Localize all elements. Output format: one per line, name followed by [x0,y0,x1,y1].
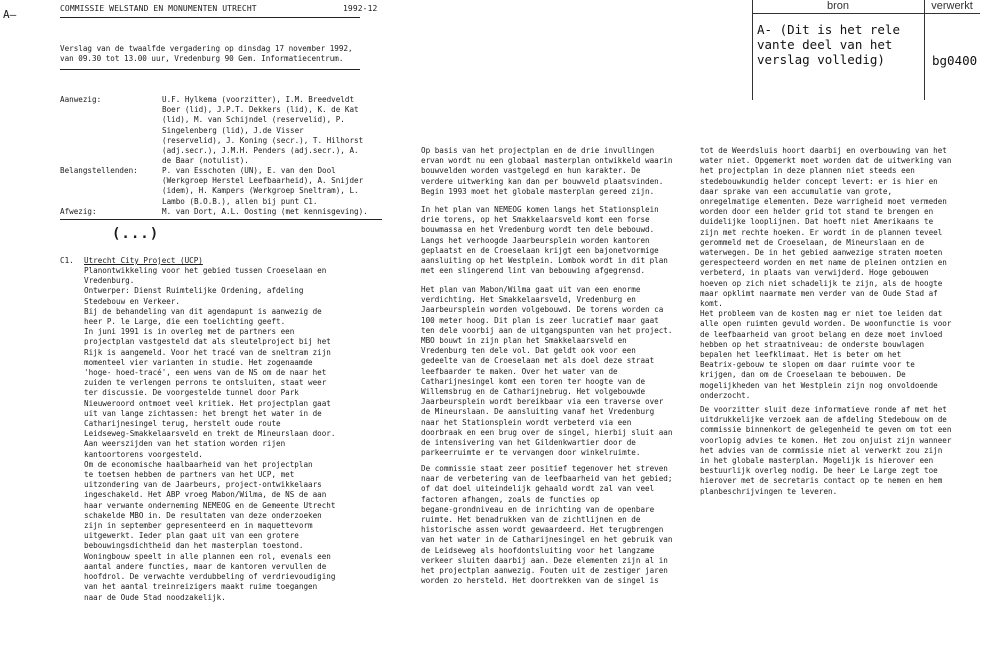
body-line: uit van lange zichtassen: het brengt het water in de [84,408,322,418]
body-line: bouwvelden worden vastgelegd en hun karakter. De [421,166,641,176]
body-line: onregelmatige elementen. Deze warrigheid moet vermeden [700,197,947,207]
intro-divider [60,69,360,70]
body-line: hoeven op zich niet schadelijk te zijn, als de hoogte [700,278,943,288]
body-line: zijn met rechte hoeken. Er wordt in de plannen teveel [700,227,943,237]
body-line: gedeelte van de Croeselaan met als doel deze straat [421,356,655,366]
archive-box [752,0,980,100]
body-line: ruimte. Het benadrukken van de zichtlijnen en de [421,515,641,525]
body-line: bestuurlijk overleg nodig. De heer Le Large zegt toe [700,466,938,476]
body-line: hierover met de secretaris contact op te nemen en hem [700,476,943,486]
organization-title: COMMISSIE WELSTAND EN MONUMENTEN UTRECHT [60,4,257,13]
present-line: de Baar (notulist). [162,156,249,166]
present-line: (adj.secr.), J.M.H. Penders (adj.secr.), A. [162,146,359,156]
body-line: het projectplan in deze plannen niet steeds een [700,166,915,176]
body-line: gerespecteerd worden en met name de pleinen ontzien en [700,258,947,268]
present-label: Aanwezig: [60,95,102,104]
body-line: Jaarbeursplein wordt bereikbaar via een traverse over [421,397,664,407]
archive-note-line: verslag volledig) [757,52,885,67]
body-line: MBO bouwt in zijn plan het Smakkelaarsveld en [421,336,627,346]
body-line: waterwegen. De in het gebied aanwezige straten moeten [700,248,943,258]
body-line: uitdrukkelijke verzoek aan de afdeling Stedebouw om de [700,415,947,425]
body-line: Jaarbeursplein worden volgebouwd. De torens worden ca [421,305,664,315]
present-line: U.F. Hylkema (voorzitter), I.M. Breedveldt [162,95,355,104]
body-line: uitgewerkt. Ieder plan gaat uit van een grotere [84,531,299,541]
column3-paragraph-1 [700,146,951,401]
item-body [84,266,335,603]
body-line: historische assen wordt gewaardeerd. Het terugbrengen [421,525,664,535]
body-line: aantal andere functies, maar de kantoren vervullen de [84,561,327,571]
body-line: Langs het verhoogde Jaarbeursplein worden kantoren [421,235,650,245]
body-line: Catharijnesingel komt een toren ter hoogte van de [421,376,646,386]
present-line: (lid), M. van Schijndel (reservelid), P. [162,115,345,125]
body-line: bouwmassa en het Vredenburg wordt ten dele bebouwd. [421,225,655,235]
body-line: heer P. le Large, die een toelichting geeft. [84,317,286,327]
body-line: Vredenburg ten dele vol. Dat geldt ook voor een [421,346,636,356]
body-line: In juni 1991 is in overleg met de partners een [84,327,295,337]
body-line: haar verwante onderneming NEMEOG en de Gemeente Utrecht [84,500,336,510]
body-line: tot de Weerdsluis hoort daarbij en overbouwing van het [700,146,947,155]
archive-code: bg0400 [932,53,978,68]
stakeholder-line: P. van Esschoten (UN), E. van den Dool [162,166,336,175]
stakeholder-line: Lambo (B.O.B.), allen bij punt C1. [162,196,318,206]
body-line: ervan wordt nu een globaal masterplan ontwikkeld waarin [421,156,673,166]
body-line: van het aantal treinreizigers maakt ruime toegangen [84,582,318,592]
present-line: (reservelid), J. Koning (secr.), T. Hilhorst [162,135,364,145]
omission-ellipsis: (...) [112,226,160,242]
attendance-divider [60,219,382,220]
body-line: verdere uitwerking kan dan per bouwveld plaatsvinden. [421,176,664,186]
column2-paragraph-2 [421,205,668,276]
body-line: bebouwingsdichtheid dan het masterplan toestond. [84,541,304,551]
body-line: kantoortorens voorgesteld. [84,449,203,459]
column2-paragraph-3 [421,285,672,458]
body-line: Ontwerper: Dienst Ruimtelijke Ordening, afdeling [84,286,304,296]
body-line: de leefbaarheid van groot belang en deze moet invloed [700,329,943,339]
page-marker: A— [3,8,17,21]
item-title: Utrecht City Project (UCP) [84,256,203,265]
body-line: naar het Stationsplein wordt verbeterd via een [421,417,632,427]
body-line: het advies van de commissie niet al verwerkt zou zijn [700,445,943,455]
body-line: bepalen het leefklimaat. Het is beter om het [700,350,902,360]
body-line: zuiden te verlengen perrons te ontsluiten, staat weer [84,378,327,388]
body-line: stedebouwkundig helder concept levert: er is hier en [700,176,938,186]
body-line: zijn in september gepresenteerd en in maquettevorm [84,521,313,531]
body-line: verkeer sluiten daarbij aan. Deze elementen zijn al in [421,555,668,565]
stakeholders-list [162,166,363,207]
body-line: mogelijkheden van het Westplein zijn nog onvoldoende [700,380,938,390]
archive-header-processed: verwerkt [931,0,973,12]
body-line: onderzocht. [700,390,751,400]
body-line: Nieuweroord ontmoet veel kritiek. Het projectplan gaat [84,398,331,408]
body-line: schakelde MBO in. De resultaten van deze onderzoeken [84,510,322,520]
column3-paragraph-2 [700,405,951,497]
archive-note-line: A- (Dit is het rele [757,22,900,37]
present-line: Singelenberg (lid), J.de Visser [162,125,304,135]
body-line: naar de verbetering van de leefbaarheid van het gebied; [421,474,673,484]
body-line: Woningbouw speelt in alle plannen een rol, evenals een [84,551,331,561]
body-line: van het water in de Catharijnesingel en het gebruik van [421,535,673,545]
body-line: Catharijnesingel terug, herstelt oude route [84,419,281,429]
body-line: leefbaarder te maken. Over het water van de [421,366,618,376]
absent-list: M. van Dort, A.L. Oosting (met kennisgeving). [162,207,368,216]
body-line: commissie binnenkort de gelegenheid te geven om tot een [700,425,952,435]
stakeholder-line: (idem), H. Kampers (Werkgroep Sneltram), L. [162,186,359,196]
body-line: komt. [700,299,723,309]
column2-paragraph-1 [421,146,672,197]
body-line: hoofdrol. De verwachte verdubbeling of verdrievoudiging [84,572,336,582]
body-line: Planontwikkeling voor het gebied tussen Croeselaan en [84,266,327,275]
body-line: verdichting. Het Smakkelaarsveld, Vredenburg en [421,295,636,305]
archive-header-source: bron [826,0,850,12]
body-line: ten dele voorbij aan de uitgangspunten van het project. [421,325,673,335]
body-line: projectplan vastgesteld dat als sleutelproject bij het [84,337,331,347]
present-line: Boer (lid), J.P.T. Dekkers (lid), K. de Kat [162,105,359,115]
body-line: ingeschakeld. Het ABP vroeg Mabon/Wilma, de NS de aan [84,490,327,500]
body-line: Leidseweg-Smakkelaarsveld en trekt de Mineurslaan door. [84,429,336,439]
archive-border-left [752,0,753,100]
body-line: in het globale masterplan. Mogelijk is hierover een [700,456,934,466]
body-line: De commissie staat zeer positief tegenover het streven [421,464,668,473]
intro-line: van 09.30 tot 13.00 uur, Vredenburg 90 Gem. Informatiecentrum. [60,54,344,64]
body-line: met een slingerend lint van bebouwing afgegrensd. [421,266,646,276]
body-line: hebben op het straatniveau: de onderste bouwlagen [700,339,925,349]
body-line: Stedebouw en Verkeer. [84,296,181,306]
body-line: begane-grondniveau en de inrichting van de openbare [421,504,655,514]
body-line: doorbraak en een brug over de singel, hierbij sluit aan [421,427,673,437]
body-line: alle open ruimten gevuld worden. De woonfunctie is voor [700,319,952,329]
body-line: planbeschrijvingen te leveren. [700,486,838,496]
body-line: worden zo hersteld. Het doortrekken van de singel is [421,576,659,586]
body-line: Bij de behandeling van dit agendapunt is aanwezig de [84,306,322,316]
stakeholder-line: (Werkgroep Herstel Leefbaarheid), A. Snijder [162,176,364,186]
body-line: krijgen, dan om de Croeselaan te bebouwen. De [700,370,906,380]
body-line: 'hoge- hoed-tracé', een wens van de NS om de naar het [84,368,327,378]
body-line: parkeerruimte er te vervangen door winkelruimte. [421,448,641,458]
body-line: te toetsen hebben de partners van het UCP, met [84,470,295,480]
body-line: momenteel vier varianten in studie. Het zogenaamde [84,357,313,367]
body-line: Het probleem van de kosten mag er niet toe leiden dat [700,309,943,319]
body-line: aansluiting op het Westplein. Lombok wordt in dit plan [421,256,668,266]
body-line: In het plan van NEMEOG komen langs het Stationsplein [421,205,659,214]
document-code: 1992-12 [343,4,378,13]
body-line: daar sprake van een accumulatie van grote, [700,186,893,196]
archive-header-rule [752,13,980,14]
body-line: of dat doel uiteindelijk gehaald wordt zal van veel [421,484,655,494]
body-line: de Mineurslaan. De aansluiting vanaf het Vredenburg [421,407,655,417]
body-line: Willemsbrug en de Catharijnebrug. Het volgebouwde [421,387,646,397]
stakeholders-label: Belangstellenden: [60,166,138,175]
body-line: De voorzitter sluit deze informatieve ronde af met het [700,405,947,414]
body-line: Om de economische haalbaarheid van het projectplan [84,459,313,469]
body-line: het projectplan aanwezig. Fouten uit de zestiger jaren [421,566,668,576]
body-line: 100 meter hoog. Dit plan is zeer lucratief maar gaat [421,315,659,325]
intro-line: Verslag van de twaalfde vergadering op dinsdag 17 november 1992, [60,44,353,53]
body-line: maar opklimt naarmate men verder van de Oude Stad af [700,288,938,298]
archive-note [757,22,900,67]
archive-note-line: vante deel van het [757,37,893,52]
body-line: Op basis van het projectplan en de drie invullingen [421,146,655,155]
body-line: naar de Oude Stad noodzakelijk. [84,592,226,602]
body-line: de intensivering van het Gildenkwartier door de [421,438,636,448]
present-list [162,95,363,166]
body-line: verbeterd, in plaats van verwijderd. Hoge gebouwen [700,268,929,278]
body-line: uitzondering van de Jaarbeurs, project-ontwikkelaars [84,480,322,490]
body-line: duidelijke looplijnen. Dat hoeft niet Amerikaans te [700,217,934,227]
body-line: drie torens, op het Smakkelaarsveld komt een forse [421,215,650,225]
body-line: water niet. Opgemerkt moet worden dat de uitwerking van [700,156,952,166]
body-line: Rijk is aangemeld. Voor het tracé van de sneltram zijn [84,347,331,357]
body-line: worden door een helder grid tot stand te brengen en [700,207,934,217]
body-line: voorlopig advies te komen. Het zou onjuist zijn wanneer [700,435,952,445]
body-line: Vredenburg. [84,276,135,286]
body-line: Begin 1993 moet het globale masterplan gereed zijn. [421,186,655,196]
body-line: ter discussie. De voorgestelde tunnel door Park [84,388,299,398]
body-line: geplaatst en de Croeselaan krijgt een bajonetvormige [421,245,659,255]
archive-column-rule [924,0,925,100]
column2-paragraph-4 [421,464,672,586]
header-divider [60,17,360,18]
meeting-intro [60,44,353,64]
body-line: Beatrix-gebouw te slopen om daar ruimte voor te [700,360,915,370]
body-line: de Leidseweg als hoofdontsluiting voor het langzame [421,545,655,555]
body-line: Aan weerszijden van het station worden rijen [84,439,286,449]
absent-label: Afwezig: [60,207,97,216]
body-line: Het plan van Mabon/Wilma gaat uit van een enorme [421,285,641,294]
body-line: gerommeld met de Croeselaan, de Mineurslaan en de [700,237,925,247]
item-number: C1. [60,256,74,265]
body-line: factoren afhangen, zoals de functies op [421,494,600,504]
